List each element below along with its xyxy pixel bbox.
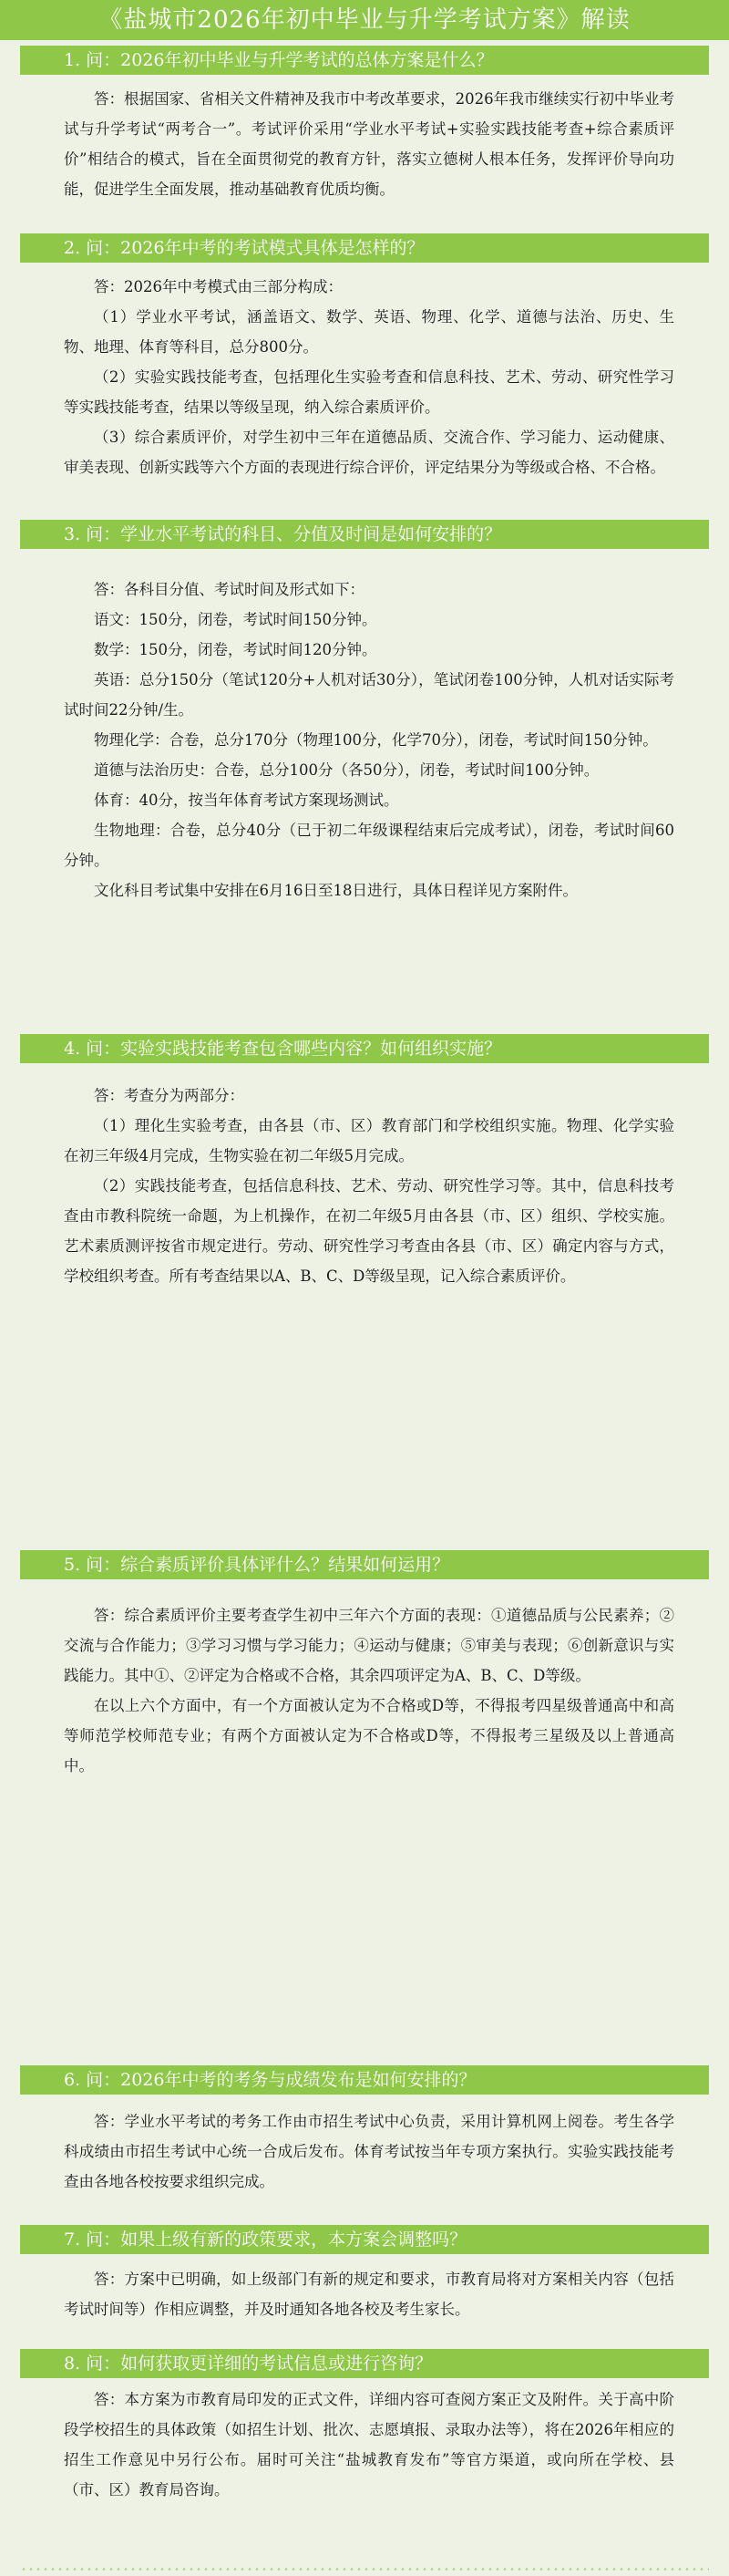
answer-paragraph: 答：本方案为市教育局印发的正式文件，详细内容可查阅方案正文及附件。关于高中阶段学校招生的具体政策（如招生计划、批次、志愿填报、录取办法等），将在2026年相应的招生工作意见中另行公布。届时可关注“盐城教育发布”等官方渠道，或向所在学校、县（市、区）教育局咨询。 <box>64 2391 674 2498</box>
question-6-header: 6. 问：2026年中考的考务与成绩发布是如何安排的？ <box>20 2065 709 2095</box>
question-3-header: 3. 问：学业水平考试的科目、分值及时间是如何安排的？ <box>20 520 709 549</box>
question-1-header: 1. 问：2026年初中毕业与升学考试的总体方案是什么？ <box>20 46 709 75</box>
answer-2 <box>64 272 674 482</box>
answer-paragraph: 答：学业水平考试的考务工作由市招生考试中心负责，采用计算机网上阅卷。考生各学科成绩由市招生考试中心统一合成后发布。体育考试按当年专项方案执行。实验实践技能考查由各地各校按要求组织完成。 <box>64 2113 674 2190</box>
answer-1 <box>64 84 674 204</box>
answer-7 <box>64 2264 674 2324</box>
question-5-header: 5. 问：综合素质评价具体评什么？结果如何运用？ <box>20 1550 709 1579</box>
answer-paragraph: （1）理化生实验考查，由各县（市、区）教育部门和学校组织实施。物理、化学实验在初三年级4月完成，生物实验在初二年级5月完成。 <box>64 1117 674 1164</box>
answer-paragraph: 在以上六个方面中，有一个方面被认定为不合格或D等，不得报考四星级普通高中和高等师范学校师范专业；有两个方面被认定为不合格或D等，不得报考三星级及以上普通高中。 <box>64 1697 674 1774</box>
answer-paragraph: 答：考查分为两部分： <box>94 1087 244 1104</box>
answer-paragraph: 数学：150分，闭卷，考试时间120分钟。 <box>94 641 377 658</box>
answer-paragraph: 答：2026年中考模式由三部分构成： <box>94 278 343 295</box>
question-8-header: 8. 问：如何获取更详细的考试信息或进行咨询？ <box>20 2349 709 2378</box>
answer-paragraph: 答：方案中已明确，如上级部门有新的规定和要求，市教育局将对方案相关内容（包括考试时间等）作相应调整，并及时通知各地各校及考生家长。 <box>64 2271 674 2318</box>
answer-paragraph: （1）学业水平考试，涵盖语文、数学、英语、物理、化学、道德与法治、历史、生物、地理、体育等科目，总分800分。 <box>64 308 674 356</box>
answer-6 <box>64 2106 674 2197</box>
answer-paragraph: 英语：总分150分（笔试120分+人机对话30分），笔试闭卷100分钟，人机对话实际考试时间22分钟/生。 <box>64 671 674 719</box>
answer-paragraph: 生物地理：合卷，总分40分（已于初二年级课程结束后完成考试），闭卷，考试时间60分钟。 <box>64 822 674 869</box>
question-2-header: 2. 问：2026年中考的考试模式具体是怎样的？ <box>20 233 709 263</box>
answer-paragraph: 答：各科目分值、考试时间及形式如下： <box>94 581 364 598</box>
answer-paragraph: 文化科目考试集中安排在6月16日至18日进行，具体日程详见方案附件。 <box>94 882 578 899</box>
bottom-dotted-divider <box>20 2568 709 2571</box>
answer-paragraph: 答：根据国家、省相关文件精神及我市中考改革要求，2026年我市继续实行初中毕业考试与升学考试“两考合一”。考试评价采用“学业水平考试+实验实践技能考查+综合素质评价”相结合的模式，旨在全面贯彻党的教育方针，落实立德树人根本任务，发挥评价导向功能，促进学生全面发展，推动基础教育优质均衡。 <box>64 90 674 198</box>
answer-paragraph: 道德与法治历史：合卷，总分100分（各50分），闭卷，考试时间100分钟。 <box>94 761 600 779</box>
question-4-header: 4. 问：实验实践技能考查包含哪些内容？如何组织实施？ <box>20 1034 709 1063</box>
answer-8 <box>64 2385 674 2505</box>
answer-paragraph: 体育：40分，按当年体育考试方案现场测试。 <box>94 791 399 809</box>
answer-paragraph: 物理化学：合卷，总分170分（物理100分，化学70分），闭卷，考试时间150分钟。 <box>94 731 658 749</box>
answer-3 <box>64 574 674 905</box>
answer-paragraph: （3）综合素质评价，对学生初中三年在道德品质、交流合作、学习能力、运动健康、审美表现、创新实践等六个方面的表现进行综合评价，评定结果分为等级或合格、不合格。 <box>64 429 674 476</box>
page-title: 《盐城市2026年初中毕业与升学考试方案》解读 <box>0 0 729 40</box>
answer-paragraph: （2）实验实践技能考查，包括理化生实验考查和信息科技、艺术、劳动、研究性学习等实践技能考查，结果以等级呈现，纳入综合素质评价。 <box>64 368 674 416</box>
question-7-header: 7. 问：如果上级有新的政策要求，本方案会调整吗？ <box>20 2225 709 2254</box>
answer-5 <box>64 1600 674 1781</box>
answer-paragraph: （2）实践技能考查，包括信息科技、艺术、劳动、研究性学习等。其中，信息科技考查由市教科院统一命题，为上机操作，在初二年级5月由各县（市、区）组织、学校实施。艺术素质测评按省市规定进行。劳动、研究性学习考查由各县（市、区）确定内容与方式，学校组织考查。所有考查结果以A、B、C、D等级呈现，记入综合素质评价。 <box>64 1177 674 1285</box>
answer-paragraph: 答：综合素质评价主要考查学生初中三年六个方面的表现：①道德品质与公民素养；②交流与合作能力；③学习习惯与学习能力；④运动与健康；⑤审美与表现；⑥创新意识与实践能力。其中①、②评定为合格或不合格，其余四项评定为A、B、C、D等级。 <box>64 1607 674 1684</box>
answer-paragraph: 语文：150分，闭卷，考试时间150分钟。 <box>94 611 377 628</box>
answer-4 <box>64 1081 674 1291</box>
